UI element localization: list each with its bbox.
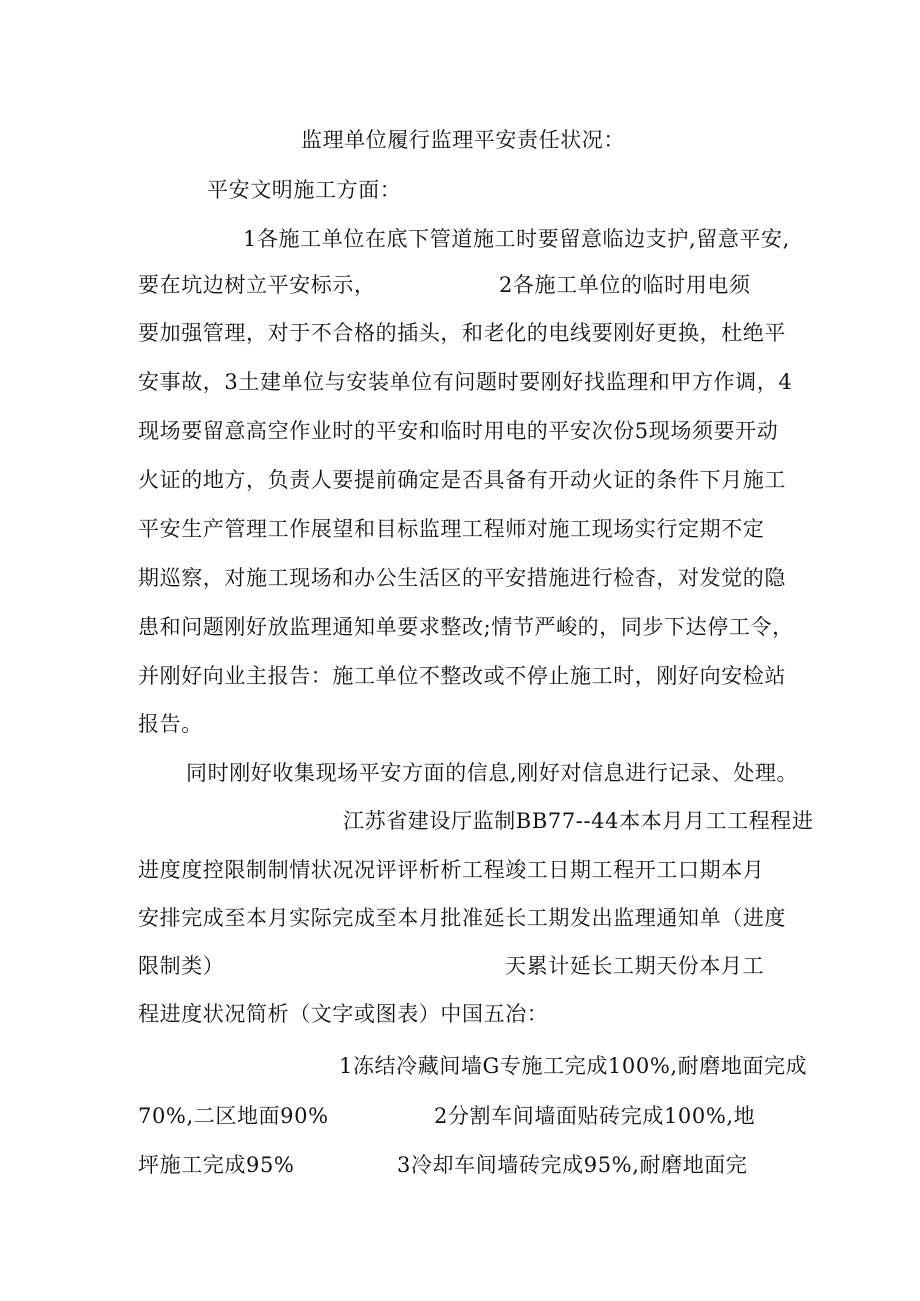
paragraph-line: 江苏省建设厅监制BB77--44本本月月工工程程进 bbox=[343, 809, 814, 833]
paragraph-line: 报告。 bbox=[138, 712, 203, 736]
paragraph-line: 并刚好向业主报告：施工单位不整改或不停止施工时，刚好向安检站 bbox=[138, 664, 786, 688]
paragraph-line: 限制类） bbox=[138, 954, 225, 978]
paragraph-line: 要加强管理，对于不合格的插头，和老化的电线要刚好更换，杜绝平 bbox=[138, 321, 786, 345]
paragraph-line: 患和问题刚好放监理通知单要求整改;情节严峻的，同步下达停工令， bbox=[138, 615, 794, 639]
paragraph-line: 进度度控限制制情状况况评评析析工程竣工日期工程开工口期本月 bbox=[138, 858, 765, 882]
paragraph-line: 期巡察，对施工现场和办公生活区的平安措施进行检杳，对发觉的隐 bbox=[138, 566, 786, 590]
paragraph-line: 安事故，3土建单位与安装单位有问题时要刚好找监理和甲方作调，4 bbox=[138, 370, 793, 394]
paragraph-line: 同时刚好收集现场平安方面的信息,刚好对信息进行记录、处理。 bbox=[186, 761, 799, 785]
paragraph-line: 1各施工单位在底下管道施工时要留意临边支护,留意平安, bbox=[243, 227, 790, 251]
paragraph-line: 火证的地方，负责人要提前确定是否具备有开动火证的条件下月施工 bbox=[138, 468, 786, 492]
paragraph-line: 平安生产管理工作展望和目标监理工程师对施工现场实行定期不定 bbox=[138, 517, 765, 541]
paragraph-line: 70%,二区地面90% bbox=[138, 1104, 329, 1128]
paragraph-line: 2分割车间墙面贴砖完成100%,地 bbox=[434, 1104, 756, 1128]
paragraph-line: 3冷却车间墙砖完成95%,耐磨地面完 bbox=[397, 1153, 748, 1177]
section-heading: 平安文明施工方面： bbox=[207, 178, 402, 202]
paragraph-line: 要在坑边树立平安标示， bbox=[138, 273, 376, 297]
paragraph-line: 1冻结冷藏间墙G专施工完成100%,耐磨地面完成 bbox=[339, 1054, 808, 1078]
paragraph-line: 程进度状况简析（文字或图表）中国五冶： bbox=[138, 1002, 549, 1026]
paragraph-line: 2各施工单位的临时用电须 bbox=[499, 273, 751, 297]
paragraph-line: 安排完成至本月实际完成至本月批准延长工期发出监理通知单（进度 bbox=[138, 906, 786, 930]
paragraph-line: 天累计延长工期天份本月工 bbox=[505, 954, 765, 978]
paragraph-line: 现场要留意高空作业时的平安和临时用电的平安次份5现场须要开动 bbox=[138, 419, 779, 443]
paragraph-line: 坪施工完成95% bbox=[138, 1153, 295, 1177]
document-title: 监理单位履行监理平安责任状况： bbox=[301, 128, 625, 152]
